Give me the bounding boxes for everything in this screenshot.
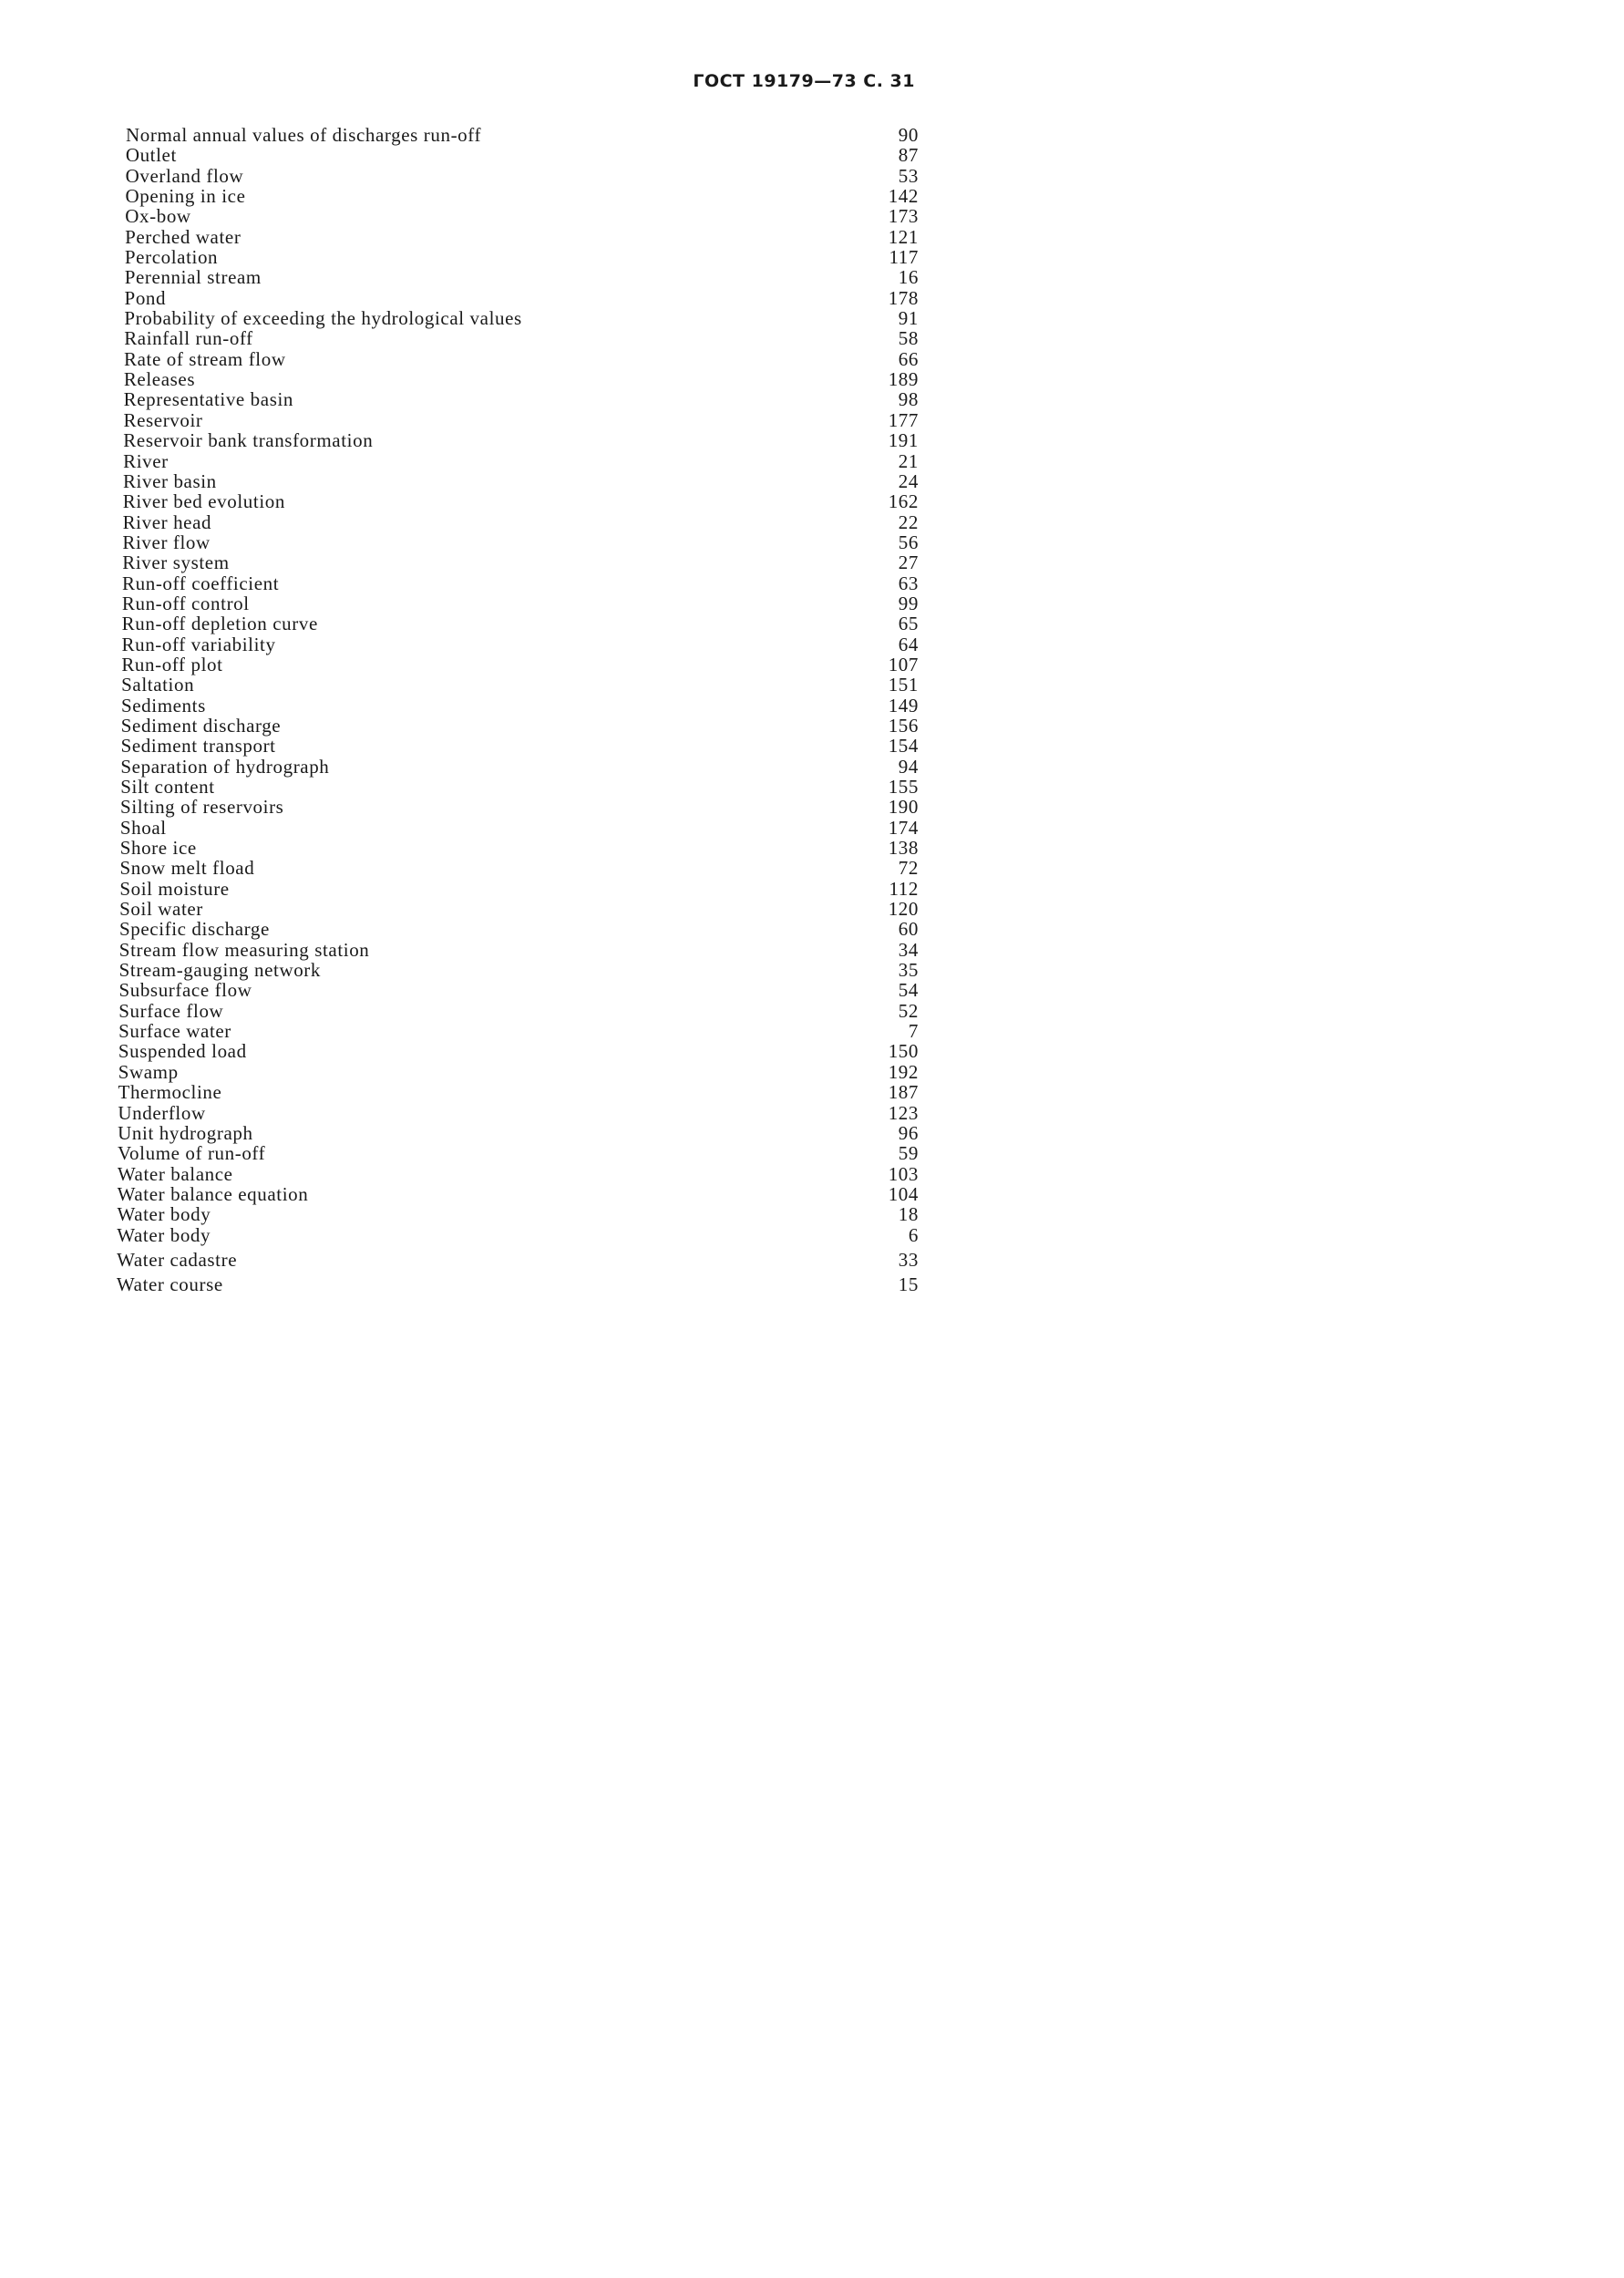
index-entry <box>126 145 919 165</box>
page-number: 173 <box>888 205 919 228</box>
page-number: 52 <box>898 999 919 1022</box>
page-number: 33 <box>898 1248 919 1271</box>
index-term: Percolation <box>124 246 219 269</box>
page-number: 90 <box>898 124 919 146</box>
index-term: Water body <box>117 1203 211 1226</box>
index-entry <box>117 1274 919 1294</box>
page-number: 156 <box>888 714 919 737</box>
index-entry <box>125 227 919 247</box>
page-number: 63 <box>898 572 919 594</box>
index-entry <box>122 532 919 552</box>
index-term: Run-off control <box>121 592 250 614</box>
index-entry <box>119 940 919 960</box>
index-term: Water balance equation <box>117 1182 309 1205</box>
index-entry <box>120 818 919 838</box>
index-entry <box>117 1204 919 1224</box>
index-term: River <box>123 449 169 472</box>
index-entry <box>119 919 919 939</box>
page-number: 177 <box>888 408 919 431</box>
index-term: Ox-bow <box>125 205 191 228</box>
index-term: Water body <box>117 1223 211 1246</box>
index-entry <box>123 471 919 491</box>
index-term: Water cadastre <box>117 1248 238 1271</box>
index-entry <box>123 512 919 532</box>
page-number: 87 <box>898 144 919 167</box>
index-term: Silting of reservoirs <box>120 796 284 819</box>
page-number: 138 <box>888 837 919 860</box>
index-term: Water course <box>116 1273 223 1296</box>
index-entry <box>121 736 919 756</box>
page-number: 24 <box>898 469 919 492</box>
index-entry <box>122 573 919 593</box>
page-number: 54 <box>898 979 919 1002</box>
page-number: 121 <box>888 225 919 248</box>
index-term: Sediment transport <box>120 735 276 758</box>
index-term: Separation of hydrograph <box>120 755 330 778</box>
index-term: Saltation <box>121 674 195 696</box>
index-term: Silt content <box>120 776 215 798</box>
index-term: Probability of exceeding the hydrological values <box>124 307 522 330</box>
index-term: Pond <box>124 286 167 309</box>
index-entry <box>119 960 919 980</box>
index-term: Swamp <box>118 1060 179 1083</box>
page-number: 6 <box>908 1223 919 1246</box>
page-number: 151 <box>888 674 919 696</box>
page-number: 27 <box>898 551 919 574</box>
index-term: Subsurface flow <box>118 979 252 1002</box>
index-term: Suspended load <box>118 1040 247 1063</box>
index-entry <box>124 308 919 328</box>
index-term: River bed evolution <box>122 490 285 513</box>
index-entry <box>124 369 919 389</box>
page-number: 112 <box>889 877 919 900</box>
page-number: 91 <box>898 307 919 330</box>
index-entry <box>120 838 919 858</box>
index-entry <box>125 247 919 267</box>
index-term: Sediment discharge <box>120 714 282 737</box>
index-entry <box>121 675 919 695</box>
index-entry <box>123 410 919 430</box>
page-number: 117 <box>889 246 919 269</box>
index-term: Run-off plot <box>121 653 223 675</box>
page-number: 22 <box>898 510 919 533</box>
index-entry <box>123 491 919 511</box>
index-term: Surface water <box>118 1020 231 1043</box>
index-term: Shoal <box>119 816 167 839</box>
page-number: 187 <box>888 1081 919 1104</box>
page-number: 59 <box>898 1142 919 1165</box>
index-term: Rainfall run-off <box>124 327 253 350</box>
index-term: Representative basin <box>123 388 294 411</box>
page-number: 56 <box>898 531 919 553</box>
index-term: Surface flow <box>118 999 224 1022</box>
index-term: Reservoir bank transformation <box>123 429 374 452</box>
page-number: 98 <box>898 388 919 411</box>
index-entry <box>125 288 919 308</box>
index-entry <box>118 1103 919 1123</box>
index-term: Soil moisture <box>119 877 230 900</box>
page-number: 120 <box>888 898 919 921</box>
page-number: 174 <box>888 816 919 839</box>
page-number: 34 <box>898 938 919 961</box>
page-number: 154 <box>888 735 919 758</box>
index-entry <box>125 186 919 206</box>
index-term: Water balance <box>117 1162 233 1185</box>
index-entry <box>126 125 919 145</box>
index-entry <box>118 1143 919 1163</box>
index-term: Overland flow <box>125 164 244 187</box>
page-number: 21 <box>898 449 919 472</box>
index-term: River system <box>122 551 230 574</box>
index-term: Run-off depletion curve <box>121 613 318 635</box>
index-term: Soil water <box>119 898 203 921</box>
page-number: 99 <box>898 592 919 614</box>
index-term: Normal annual values of discharges run-off <box>126 124 482 146</box>
index-term: River basin <box>122 469 217 492</box>
index-term: Perennial stream <box>124 266 262 289</box>
index-entry <box>123 451 919 471</box>
page-number: 16 <box>898 266 919 289</box>
page-number: 162 <box>888 490 919 513</box>
index-term: Specific discharge <box>118 918 270 941</box>
index-term: Thermocline <box>118 1081 222 1104</box>
page-number: 142 <box>888 185 919 208</box>
index-term: Run-off variability <box>121 633 276 655</box>
index-entry <box>122 552 919 572</box>
index-term: Rate of stream flow <box>124 347 286 370</box>
page-number: 104 <box>888 1182 919 1205</box>
index-entry <box>118 1062 919 1082</box>
index-list <box>117 125 919 1295</box>
index-entry <box>124 328 919 348</box>
index-entry <box>118 1082 919 1102</box>
page-number: 58 <box>898 327 919 350</box>
index-entry <box>124 349 919 369</box>
index-entry <box>120 797 919 817</box>
page-number: 15 <box>898 1273 919 1296</box>
index-term: Outlet <box>125 144 177 167</box>
index-entry <box>118 1184 919 1204</box>
index-entry <box>118 1041 919 1061</box>
index-term: Stream flow measuring station <box>118 938 370 961</box>
index-entry <box>117 1250 919 1270</box>
index-entry <box>121 655 919 675</box>
index-entry <box>122 634 920 655</box>
page-number: 123 <box>888 1101 919 1124</box>
page-number: 191 <box>888 429 919 452</box>
page-number: 150 <box>888 1040 919 1063</box>
index-term: Reservoir <box>123 408 203 431</box>
index-term: River flow <box>122 531 211 553</box>
index-entry <box>120 858 919 878</box>
page-number: 189 <box>888 368 919 391</box>
page-number: 66 <box>898 347 919 370</box>
index-entry <box>118 1123 919 1143</box>
index-entry <box>124 389 919 409</box>
index-term: Unit hydrograph <box>118 1121 253 1144</box>
index-entry <box>118 1001 919 1021</box>
index-term: Stream-gauging network <box>118 959 322 982</box>
page-number: 149 <box>888 694 919 716</box>
page-number: 94 <box>898 755 919 778</box>
index-entry <box>118 980 919 1000</box>
page-number: 96 <box>898 1121 919 1144</box>
index-term: Run-off coefficient <box>122 572 280 594</box>
index-entry <box>120 777 919 797</box>
index-term: River head <box>122 510 212 533</box>
page-number: 178 <box>888 286 919 309</box>
index-term: Perched water <box>125 225 242 248</box>
index-entry <box>118 1164 919 1184</box>
index-entry <box>117 1225 919 1245</box>
page-header: ГОСТ 19179—73 С. 31 <box>693 71 915 91</box>
index-term: Sediments <box>120 694 206 716</box>
index-entry <box>125 206 919 226</box>
index-term: Underflow <box>118 1101 206 1124</box>
index-entry <box>126 166 919 186</box>
index-entry <box>122 593 919 613</box>
page-number: 107 <box>888 653 919 675</box>
page-number: 103 <box>888 1162 919 1185</box>
index-term: Opening in ice <box>125 185 246 208</box>
index-entry <box>119 899 919 919</box>
index-entry <box>119 879 919 899</box>
index-entry <box>120 757 919 777</box>
page-number: 190 <box>888 796 919 819</box>
index-term: Releases <box>123 368 196 391</box>
index-term: Shore ice <box>119 837 197 860</box>
page-number: 65 <box>898 613 919 635</box>
index-entry <box>121 696 919 716</box>
index-entry <box>123 430 919 450</box>
page-number: 155 <box>888 776 919 798</box>
index-entry <box>122 613 919 634</box>
page-number: 35 <box>898 959 919 982</box>
page-number: 72 <box>898 857 919 880</box>
index-term: Volume of run-off <box>118 1142 266 1165</box>
index-entry <box>125 267 919 287</box>
page-number: 64 <box>898 633 919 655</box>
index-entry <box>118 1021 919 1041</box>
page-number: 60 <box>898 918 919 941</box>
page-number: 7 <box>908 1020 919 1043</box>
page-number: 53 <box>898 164 919 187</box>
page-number: 18 <box>898 1203 919 1226</box>
index-entry <box>121 716 919 736</box>
page-number: 192 <box>888 1060 919 1083</box>
index-term: Snow melt fload <box>119 857 255 880</box>
